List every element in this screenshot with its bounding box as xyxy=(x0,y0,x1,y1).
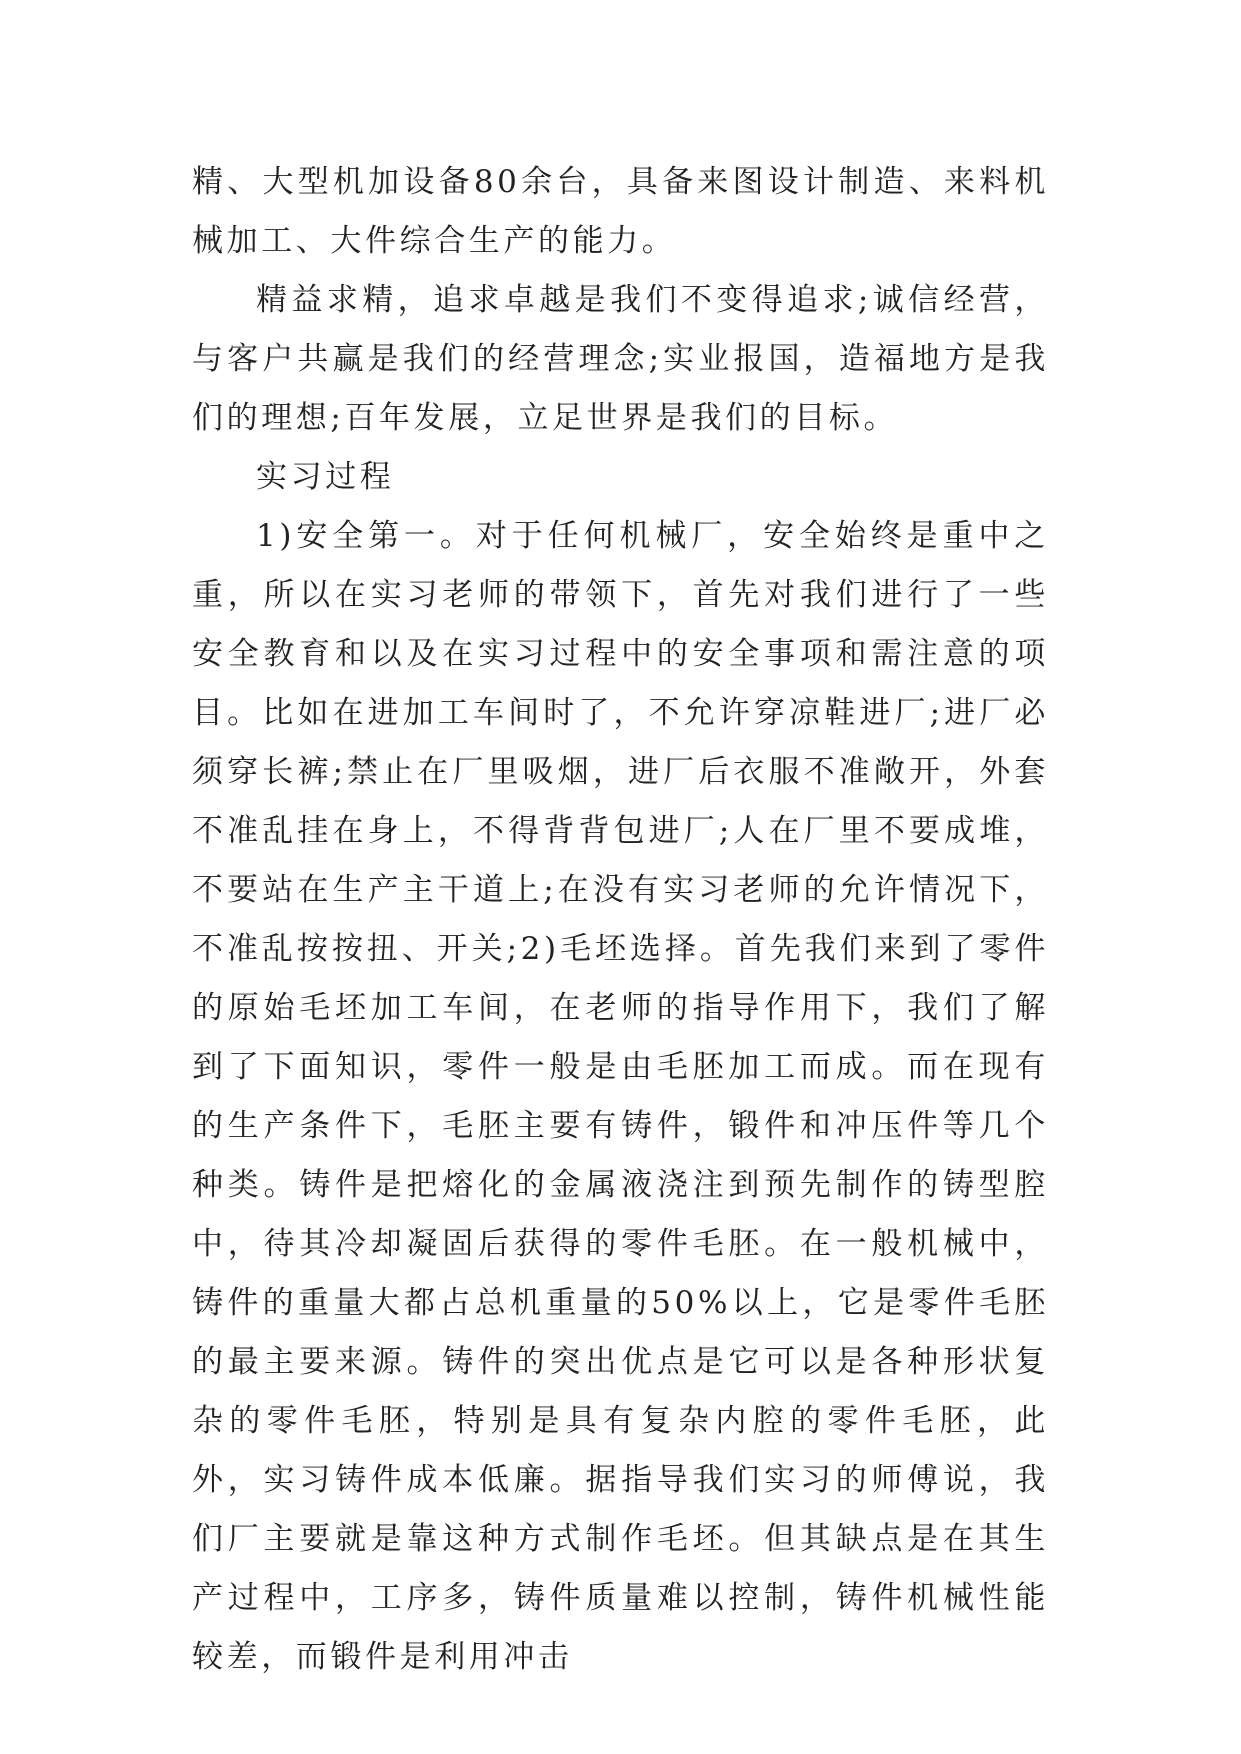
paragraph-equipment: 精、大型机加设备80余台，具备来图设计制造、来料机械加工、大件综合生产的能力。 xyxy=(192,164,1049,259)
paragraph-safety-and-blanks: 1)安全第一。对于任何机械厂，安全始终是重中之重，所以在实习老师的带领下，首先对我们进行了一些安全教育和以及在实习过程中的安全事项和需注意的项目。比如在进加工车间时了，不允许穿凉鞋进厂;进厂必须穿长裤;禁止在厂里吸烟，进厂后衣服不准敞开，外套不准乱挂在身上，不得背背包进厂;人在厂里不要成堆，不要站在生产主干道上;在没有实习老师的允许情况下，不准乱按按扭、开关;2)毛坯选择。首先我们来到了零件的原始毛坯加工车间，在老师的指导作用下，我们了解到了下面知识，零件一般是由毛胚加工而成。而在现有的生产条件下，毛胚主要有铸件，锻件和冲压件等几个种类。铸件是把熔化的金属液浇注到预先制作的铸型腔中，待其冷却凝固后获得的零件毛胚。在一般机械中，铸件的重量大都占总机重量的50%以上，它是零件毛胚的最主要来源。铸件的突出优点是它可以是各种形状复杂的零件毛胚，特别是具有复杂内腔的零件毛胚，此外，实习铸件成本低廉。据指导我们实习的师傅说，我们厂主要就是靠这种方式制作毛坯。但其缺点是在其生产过程中，工序多，铸件质量难以控制，铸件机械性能较差，而锻件是利用冲击 xyxy=(192,518,1049,1675)
paragraph-philosophy: 精益求精，追求卓越是我们不变得追求;诚信经营，与客户共赢是我们的经营理念;实业报国，造福地方是我们的理想;百年发展，立足世界是我们的目标。 xyxy=(192,282,1049,436)
section-heading-internship-process: 实习过程 xyxy=(256,459,395,495)
document-body xyxy=(192,153,1049,1687)
